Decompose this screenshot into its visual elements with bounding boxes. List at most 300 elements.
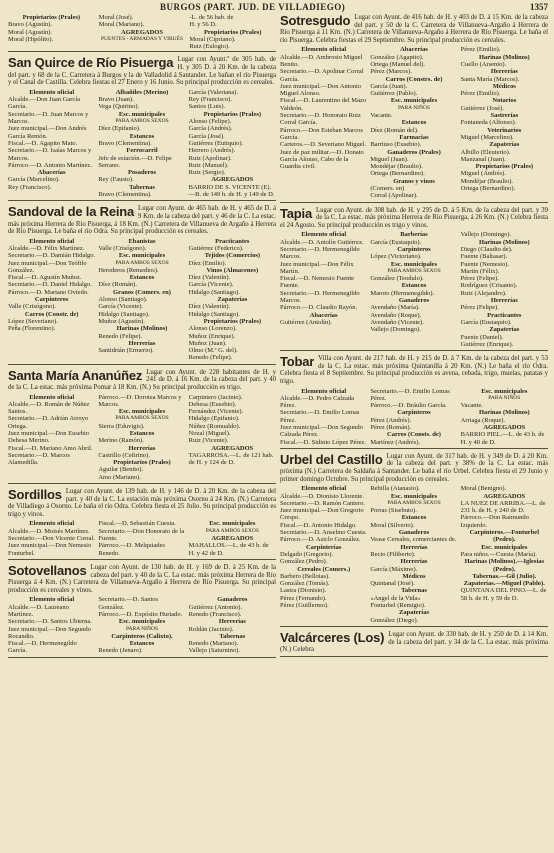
fragment-line: Moral (Mariano). xyxy=(98,21,145,29)
directory-line: Olmo (M.ª G. del). xyxy=(188,347,238,355)
directory-line: Muñoz (Agustín). xyxy=(98,317,145,325)
directory-line: Carpinteros xyxy=(34,296,69,304)
directory-line: Sierra (Eduvigis). xyxy=(98,422,145,430)
directory-line: Ortega (Bernardino). xyxy=(370,170,425,178)
entry-intro-text: Villa con Ayunt. de 217 hab. de H. y 215 de D. á 7 Km. de la cabeza del part. y 53 de la C. La estac. más próxima Quintanilla á 20 Km. (N.) Le baña el río Odra. Celebra fiesta el 8 Septiembre. Su principal producción es avena, cebada, trigo, muelas, patatas y trigo. xyxy=(280,355,548,385)
directory-line: Párroco.—D. Antonio Martínez. xyxy=(8,161,92,169)
directory-line: Avendaño (Roque). xyxy=(370,311,422,319)
directory-column xyxy=(8,394,95,482)
directory-column xyxy=(8,89,95,198)
directory-line: Bravo (Clementina). xyxy=(98,191,152,199)
directory-line: Estancos xyxy=(129,132,155,140)
fragment-column xyxy=(8,14,95,50)
directory-line: Cuello (Arsenio). xyxy=(460,60,507,68)
entry-intro-text: Lugar con Ayunt. de 228 habitantes de H. y 241 de D. á 16 Km. de la cabeza del part. y 40 de la C. La estac. más próxima Pomar á 18 Km. (N.) Su principal producción es trigo. xyxy=(8,368,276,391)
directory-line: Ganaderos xyxy=(217,596,248,604)
directory-line: Muñoz (Enrique). xyxy=(188,332,236,340)
directory-column xyxy=(370,46,457,199)
directory-line: Pérez (Emilio). xyxy=(460,46,501,54)
directory-line: Alcalde.—D. Ambrosio Miguel Benito. xyxy=(280,53,363,68)
directory-line: AGREGADOS xyxy=(211,176,254,184)
directory-line: Ruiz (Sergio). xyxy=(188,169,226,177)
directory-line: Elemento oficial xyxy=(29,393,75,401)
directory-line: Porras (Sisebuto). xyxy=(370,507,417,515)
directory-line: Secretario.—D. Anselmo Cuesta. xyxy=(280,529,367,537)
directory-line: Pérez (Fernando). xyxy=(280,594,327,602)
directory-line: Díez (Valentín). xyxy=(188,274,231,282)
directory-line: Secretario.—D. Marcos Alamedilla. xyxy=(8,451,70,467)
directory-line: Fiscal.—D. Agustín Muñoz. xyxy=(8,274,82,282)
entry-valcarceres xyxy=(280,631,548,657)
entry-intro-text: Lugar con Ayunt. de 130 hab. de H. y 169 de D. á 25 Km. de la cabeza del part. y 40 de la C. La estac. más próxima Herrera de Río Pisuerga á 4 Km. (N.) Carretera de Villanueva-Argaño á Herrera de Río Pisuerga. Su principal producción es cereales y vinos. xyxy=(8,563,276,594)
directory-line: Pérez (Marcos). xyxy=(370,68,412,76)
directory-line: Esc. municipales xyxy=(118,408,166,416)
directory-line: Hidalgo (Santiago). xyxy=(188,310,240,318)
entry-directory xyxy=(280,485,548,624)
directory-line: Fontaneda (Alfonso). xyxy=(460,119,517,127)
directory-line: Harinas (Molinos) xyxy=(478,238,530,246)
directory-line: Gutiérrez (Antonio). xyxy=(188,603,243,611)
directory-line: Hidalgo (Epifanio). xyxy=(188,415,240,423)
fragment-line: Ruiz (Eulogio). xyxy=(189,43,230,51)
entry-directory xyxy=(8,238,276,362)
directory-line: Herrerías xyxy=(400,543,428,551)
fragment-line: H. y 56 D. xyxy=(189,21,217,29)
directory-line: García (Vicente). xyxy=(188,281,234,289)
entry-intro-text: Lugar con Ayunt. de 139 hab. de H. y 146 de D. á 20 Km. de la cabeza del part. y 40 de la C. La estación más próxima Osorno á 24 Km. (N.) Carretera de Villadiego á Osorno. Le baña el río Odra. Celebra fiesta el 25 Julio. Su principal producción es trigo y vinos. xyxy=(8,488,276,518)
directory-line: López (Victoriano). xyxy=(370,253,422,261)
fragment-line: AGREGADOS xyxy=(121,28,163,36)
directory-line: Hidalgo (Santiago). xyxy=(188,288,240,296)
directory-column xyxy=(461,388,548,446)
directory-line: Fuente (Baltasar). xyxy=(460,253,508,261)
directory-line: Renedo (Jenaro). xyxy=(98,647,143,655)
entry-intro xyxy=(8,56,276,86)
directory-line: PARA AMBOS SEXOS xyxy=(387,499,441,506)
entry-san-quirce xyxy=(8,56,276,201)
fragment-line: Bravo (Agustín). xyxy=(8,21,53,29)
directory-column xyxy=(370,485,457,624)
directory-line: Carpintero (Jacinto). xyxy=(188,393,243,401)
directory-line: Herrerías xyxy=(490,297,518,305)
entry-intro-text: Lugar con Ayunt. de 465 hab. de H. y 465 de D. á 9 Km. de la cabeza del part. y 46 de la C. La estac. más próxima Herrera de Río Pisuerga, á 18 Km. (N.) Carretera de Villanueva de Argaño á Herrera de Río Pisuerga. Le baña el río Odra. Su principal producción es cereales. xyxy=(8,205,276,236)
directory-line: Rebilla (Atanasio). xyxy=(370,485,420,493)
entry-intro xyxy=(8,369,276,392)
directory-line: AGREGADOS xyxy=(483,424,526,431)
directory-line: Renedo (Mariano). xyxy=(188,640,239,648)
directory-line: Para niños.—Cuesta (María). xyxy=(460,550,537,558)
directory-line: Elemento oficial xyxy=(301,46,347,54)
directory-line: Juez municipal.—Don Andrés García Remón. xyxy=(8,125,87,140)
directory-line: Amo (Mariano). xyxy=(98,473,141,481)
directory-line: Médicos xyxy=(492,82,516,90)
header-category: BURGOS (PART. JUD. DE VILLADIEGO) xyxy=(160,2,346,12)
directory-line: Estancos xyxy=(401,282,427,290)
entry-tapia xyxy=(280,207,548,352)
entry-propietarios-frag xyxy=(8,14,276,52)
directory-column xyxy=(98,89,185,198)
directory-line: Secretario.—D. Emilio Lomas Pérez. xyxy=(370,387,450,402)
directory-line: Gutiérrez (Pablo). xyxy=(370,90,418,98)
directory-line: González (Teodulo). xyxy=(370,275,424,283)
directory-line: Elemento oficial xyxy=(29,88,75,96)
directory-line: Bravo (Juan). xyxy=(98,96,134,104)
directory-line: Carteros.—D. Severiano Miguel. xyxy=(280,141,367,149)
directory-line: Secretario.—Don Vicente Corral. xyxy=(8,535,95,543)
directory-line: Mondéjar (Braulio). xyxy=(460,177,514,185)
directory-line: Párroco.—D. Claudio Rayón. xyxy=(280,304,358,312)
entry-directory xyxy=(8,520,276,556)
directory-line: Estancos xyxy=(401,119,427,127)
entry-directory xyxy=(8,394,276,482)
directory-line: Santidrián (Ermerio). xyxy=(98,347,154,355)
directory-line: Alcalde.—D. Laureano Martínez. xyxy=(8,603,69,618)
directory-line: Secretario.—D. Emilio Lomas Pérez. xyxy=(280,409,360,424)
directory-column xyxy=(461,231,548,348)
directory-line: Esc. municipales xyxy=(118,110,166,118)
directory-line: Gutiérrez (Enrique). xyxy=(460,340,514,348)
left-column xyxy=(8,14,276,851)
directory-line: Peña (Florentino). xyxy=(8,325,56,333)
directory-line: Ruiz (Manuel). xyxy=(188,161,229,169)
directory-line: Elemento oficial xyxy=(29,596,75,604)
directory-column xyxy=(8,238,95,362)
entry-title: Valcárceres (Los) xyxy=(280,629,385,645)
directory-line: Renedo (Francisco). xyxy=(188,610,242,618)
directory-line: Rey (Fausto). xyxy=(98,176,134,184)
entry-title: San Quirce de Río Pisuerga xyxy=(8,55,174,71)
fragment-column xyxy=(99,14,186,50)
directory-column xyxy=(8,520,95,556)
directory-line: Pérez (Román). xyxy=(370,424,412,431)
entry-fragment xyxy=(8,14,276,50)
directory-line: LA NUEZ DE ARRIBA.—L. de 231 h. de H. y 240 de D. xyxy=(460,499,546,515)
directory-column xyxy=(280,231,367,348)
directory-line: Vallejo (Saturnino). xyxy=(188,647,240,655)
directory-line: Vacante. xyxy=(460,402,483,410)
directory-line: Barberías xyxy=(400,231,428,239)
entry-title: Sordillos xyxy=(8,487,62,503)
directory-column xyxy=(98,238,185,362)
fragment-line: Propietarios (Prales) xyxy=(22,14,81,21)
directory-line: Fiscal.—D. Sidinio López Pérez. xyxy=(280,438,366,446)
directory-line: Merino (Ramón). xyxy=(98,437,144,445)
directory-line: Pérez (Andrés). xyxy=(370,416,412,424)
directory-line: Estancos xyxy=(401,514,427,522)
entry-intro-text: Lugar con Ayunt. de 330 hab. de H. y 250 de D. á 14 Km. de la cabeza del part. y 34 de la C. La estac. más próxima (N.) Celebra xyxy=(280,630,548,654)
directory-line: Tabernas.—Gil (Julio). xyxy=(472,572,537,580)
directory-line: Santos (Luis). xyxy=(188,103,226,111)
entry-title: Sandoval de la Reina xyxy=(8,204,135,220)
entry-sotovellanos xyxy=(8,564,276,658)
directory-line: Dehesa (Eusebio). xyxy=(188,400,237,408)
directory-line: Sastrerías xyxy=(490,112,519,120)
directory-line: Herrerías xyxy=(490,68,518,76)
directory-line: Rodríguez (Crisanto). xyxy=(460,282,518,290)
entry-directory xyxy=(280,231,548,348)
directory-line: Bravo (Clementina). xyxy=(98,139,152,147)
directory-line: Moral (Benigno). xyxy=(460,485,507,493)
directory-line: Maroto (Hermenegildo). xyxy=(370,289,435,297)
directory-column xyxy=(8,596,95,654)
directory-line: Renedo (Felipe). xyxy=(98,332,143,340)
directory-line: Fernández (Vicente). xyxy=(188,408,244,416)
directory-line: Párroco.—D. Expósito Hurtado. xyxy=(98,610,183,618)
directory-line: Secretario.—D. Daniel Hidalgo. xyxy=(8,281,92,289)
directory-line: Barbero (Bellotas). xyxy=(280,572,330,580)
directory-line: Rey (Francisco). xyxy=(8,183,52,191)
directory-line: García (Andrés). xyxy=(188,125,233,133)
directory-line: Ruiz (Apolinar). xyxy=(188,154,232,162)
directory-line: Miguel (Andrés). xyxy=(460,170,506,178)
directory-line: García (Valeriana). xyxy=(188,88,239,96)
directory-line: Ebanistas xyxy=(128,237,156,245)
directory-line: Practicantes xyxy=(215,237,250,245)
directory-line: Secretario.—D. Ramón Cantero. xyxy=(280,499,366,507)
directory-line: Fiscal.—D. Mariano Amo Abril. xyxy=(8,444,93,452)
fragment-line: Moral (Hipólito). xyxy=(8,35,54,43)
directory-line: García (Eustaquio). xyxy=(370,238,422,246)
entry-tobar xyxy=(280,355,548,449)
directory-line: Nozal (Miguel). xyxy=(188,430,231,437)
directory-line: Ruiz (Vicente). xyxy=(188,437,229,445)
directory-line: Pérez (Emilio). xyxy=(460,90,501,98)
directory-column xyxy=(189,520,276,556)
directory-line: García (Eustaquio). xyxy=(460,318,512,326)
directory-line: Secretario.—D. Santos González. xyxy=(98,596,159,611)
directory-line: Albillo (Eleuterio). xyxy=(460,148,511,156)
directory-line: Castrillo (Cefirino). xyxy=(98,451,150,459)
entry-directory xyxy=(8,89,276,198)
directory-column xyxy=(98,596,185,654)
directory-line: González (Agapito). xyxy=(370,53,424,61)
directory-line: «Angel de la Vida» xyxy=(370,594,421,602)
entry-title: Urbel del Castillo xyxy=(280,451,383,467)
directory-line: García (Vicente). xyxy=(98,303,144,311)
directory-line: Fuente (Nemesio). xyxy=(460,260,510,268)
directory-line: Miguel (Marcelino). xyxy=(460,133,514,141)
directory-line: Tejidos (Comercios) xyxy=(204,252,261,260)
entry-intro xyxy=(8,564,276,594)
directory-line: Alcalde.—D. Félix Martínez. xyxy=(8,244,85,252)
directory-line: García (Juan). xyxy=(370,82,408,90)
directory-line: Herrerías xyxy=(128,444,156,452)
directory-line: Carpinteros (Calixto). xyxy=(111,632,173,640)
directory-line: Zapaterías.—Miguel (Pablo). xyxy=(463,580,545,588)
directory-line: Secretario.—Don Honorato de la Fuente. xyxy=(98,527,185,543)
directory-line: Esc. municipales xyxy=(390,97,438,105)
directory-line: Veterinarios xyxy=(487,126,522,134)
entry-intro xyxy=(280,631,548,654)
directory-line: Quintanal (José). xyxy=(370,580,415,588)
directory-line: PARA AMBOS SEXOS xyxy=(115,259,169,266)
directory-line: Arriaga (Roque). xyxy=(460,416,506,424)
directory-line: MAHALLOS.—L. de 43 h. de H. y 42 de D. xyxy=(188,542,269,557)
directory-line: Zapaterías xyxy=(489,141,520,149)
fragment-line: Moral (Cipriano). xyxy=(189,35,236,43)
directory-line: Abacerías xyxy=(400,46,428,54)
directory-line: Gutiérrez (José). xyxy=(460,104,504,112)
directory-line: Alonso (Lorenzo). xyxy=(188,325,237,333)
directory-line: Barriuso (Eusebio). xyxy=(370,141,422,149)
directory-line: Ganaderos xyxy=(398,297,430,305)
directory-line: Practicantes xyxy=(487,311,522,319)
directory-line: Pérez (Felipe). xyxy=(460,275,499,283)
directory-line: Elemento oficial xyxy=(29,237,75,245)
directory-line: Zapaterías xyxy=(399,609,429,617)
directory-column xyxy=(189,394,276,482)
entry-title: Tobar xyxy=(280,354,315,370)
directory-line: Lastra (Dionisio). xyxy=(280,587,327,595)
directory-line: Médicos xyxy=(402,572,426,580)
directory-line: Alcalde.—D. Antolín Gutiérrez. xyxy=(280,238,364,246)
entry-title: Santa María Ananúñez xyxy=(8,367,143,383)
directory-column xyxy=(370,388,457,446)
directory-line: Juez municipal.—Don Nemesio Fonturbel. xyxy=(8,542,92,557)
directory-line: (Comers. en) xyxy=(370,185,405,193)
directory-line: Esc. municipales xyxy=(390,260,438,268)
directory-line: Esc. municipales xyxy=(118,618,166,626)
directory-line: Tabernas xyxy=(129,183,155,191)
directory-line: Carros (Constr. de) xyxy=(24,310,79,318)
directory-line: Carpinterías xyxy=(305,543,342,551)
directory-line: Ruiz (Alejandro). xyxy=(460,289,507,297)
entry-intro xyxy=(280,453,548,483)
directory-line: PARA AMBOS SEXOS xyxy=(205,527,259,534)
directory-line: Juez municipal.—Don Antonio Miguel Alonso. xyxy=(280,82,362,98)
directory-line: Aguilar (Benito). xyxy=(98,466,144,474)
directory-line: Farmacias xyxy=(399,133,429,141)
directory-line: Párroco.—D. Melquiades Renedo. xyxy=(98,542,165,557)
directory-line: Muñoz (Juan). xyxy=(188,339,227,347)
directory-line: Alcalde.—D. Pedro Calzada Pérez. xyxy=(280,394,355,410)
directory-line: Cereales (Comers.) xyxy=(297,565,351,573)
fragment-line: PUENTES - ARMADAS Y VIRUÉS xyxy=(101,35,184,42)
entry-santa-maria xyxy=(8,369,276,484)
directory-line: Fiscal.—D. Laurentino del Mazo Valdeón. xyxy=(280,97,367,112)
directory-line: Párroco.—Don Raimundo Izquierdo. xyxy=(460,514,529,529)
directory-line: Carros (Consts. de) xyxy=(387,431,441,439)
directory-line: Martínez (Andrés). xyxy=(370,438,421,446)
directory-line: Alcalde.—D. Román de Núñez Santos. xyxy=(8,400,90,416)
directory-line: Vallejo (Domingo). xyxy=(460,231,512,239)
directory-line: Estancos xyxy=(129,274,155,282)
directory-line: Propietarios (Prales) xyxy=(113,459,171,467)
directory-line: González (Diego). xyxy=(370,616,419,624)
entry-sotresgudo xyxy=(280,14,548,203)
directory-line: Secretario.—D. Damián Hidalgo. xyxy=(8,252,96,260)
directory-line: García (José). xyxy=(188,132,225,140)
fragment-line: Moral (José). xyxy=(98,14,134,21)
directory-line: Vallejo (Domingo). xyxy=(370,326,421,334)
directory-line: Posaderos xyxy=(127,169,157,177)
directory-line: González (Tomás). xyxy=(280,580,330,588)
directory-line: Gutiérrez (Federico). xyxy=(188,244,244,252)
directory-line: Gutiérrez (Antolín). xyxy=(280,318,332,326)
directory-line: Juez municipal.—Don Félix Martín. xyxy=(280,260,354,275)
directory-line: PARA NIÑOS xyxy=(488,394,521,401)
directory-line: Granos (Comers. en) xyxy=(113,288,171,296)
entry-title: Sotresgudo xyxy=(280,14,351,28)
directory-line: Secretario.—D. Hermenegildo Marcos. xyxy=(280,289,360,305)
directory-line: Vega (Quirino). xyxy=(98,103,140,111)
directory-line: Jefe de estación.—D. Felipe Serrano. xyxy=(98,154,172,169)
directory-line: Zapaterías xyxy=(217,296,248,304)
entry-intro xyxy=(8,205,276,235)
directory-line: Párroco.—D. Dorotea Marcos y Marcos. xyxy=(98,393,182,408)
entry-directory xyxy=(280,388,548,446)
directory-line: Secretario.—D. Hermenegildo Marcos. xyxy=(280,245,360,261)
directory-line: Estancos xyxy=(129,640,155,648)
directory-line: Fiscal.—D. Agapito Mato. xyxy=(8,139,78,147)
entry-title: Sotovellanos xyxy=(8,562,87,578)
directory-line: PARA AMBOS SEXOS xyxy=(115,118,169,125)
directory-line: AGREGADOS xyxy=(483,492,526,500)
directory-line: Párroco.—D. Mariano Oviedo. xyxy=(8,288,89,296)
directory-line: García (Marcelino). xyxy=(8,176,60,184)
directory-column xyxy=(98,520,185,556)
directory-line: Fiscal.—D. Sebastián Cuesta. xyxy=(98,520,176,528)
directory-line: Secretario.—D. Adrián Arroyo Ortega. xyxy=(8,415,89,430)
directory-line: PARA NIÑOS xyxy=(125,625,159,632)
entry-urbel xyxy=(280,453,548,627)
directory-line: Santa María (Marcos). xyxy=(460,75,520,83)
right-column xyxy=(280,14,548,851)
directory-line: Granos y vinos xyxy=(393,177,435,185)
directory-line: Rey (Francisco). xyxy=(188,96,232,104)
directory-line: González (Pedro). xyxy=(280,558,328,566)
directory-line: Alcalde.—D. Dionisio Llorente. xyxy=(280,492,364,500)
directory-line: Estancos xyxy=(129,430,155,437)
fragment-column xyxy=(189,14,276,50)
directory-line: Ganaderos (Prales) xyxy=(387,148,441,156)
directory-line: Albañiles (Merino) xyxy=(115,88,169,96)
directory-line: Secretario.—D. Juan Marcos y Marcos. xyxy=(8,110,89,126)
directory-column xyxy=(189,596,276,654)
directory-line: Harinas (Molinos) xyxy=(478,409,530,417)
entry-sordillos xyxy=(8,488,276,560)
directory-column xyxy=(189,89,276,198)
directory-line: Elemento oficial xyxy=(29,520,75,528)
directory-line: Abacerías xyxy=(37,169,66,177)
page-number: 1357 xyxy=(530,2,548,12)
directory-line: Mondéjar (Braulio). xyxy=(370,163,423,171)
directory-line: PARA AMBOS SEXOS xyxy=(115,415,169,422)
directory-column xyxy=(370,231,457,348)
fragment-line: -L. de 56 hab. de xyxy=(189,14,234,21)
entry-intro xyxy=(8,488,276,518)
directory-line: Fonturbel (Remigio). xyxy=(370,602,426,610)
directory-line: Zapaterías xyxy=(489,326,520,334)
directory-line: Fuente (Daniel). xyxy=(460,333,504,341)
directory-line: Manzanal (Juan). xyxy=(460,155,506,163)
directory-line: Elemento oficial xyxy=(301,231,347,239)
directory-line: Ferrocarril xyxy=(126,147,158,155)
directory-line: Delgado (Gregorio). xyxy=(280,550,334,558)
directory-line: Harinas (Molinos).—Iglesias (Pedro). xyxy=(464,558,545,573)
directory-line: Herrerías xyxy=(400,558,428,566)
fragment-line: Propietarios (Prales) xyxy=(203,28,262,36)
directory-line: Herrerías xyxy=(218,618,246,626)
directory-line: Gutiérrez (Eutiquio). xyxy=(188,139,244,147)
entry-directory xyxy=(280,46,548,199)
directory-line: Esc. municipales xyxy=(209,520,256,528)
directory-line: Vinos (Almacenes) xyxy=(206,266,259,274)
directory-line: PARA AMBOS SEXOS xyxy=(387,267,441,274)
directory-line: BARRIO PIEL.—L. de 43 h. de H. y 40 de D. xyxy=(460,431,545,446)
directory-line: Propietarios (Prales) xyxy=(203,317,262,325)
directory-line: BARRIO DE S. VICENTE (E).—B. de 149 h. de H. y 149 de D. xyxy=(188,183,275,199)
